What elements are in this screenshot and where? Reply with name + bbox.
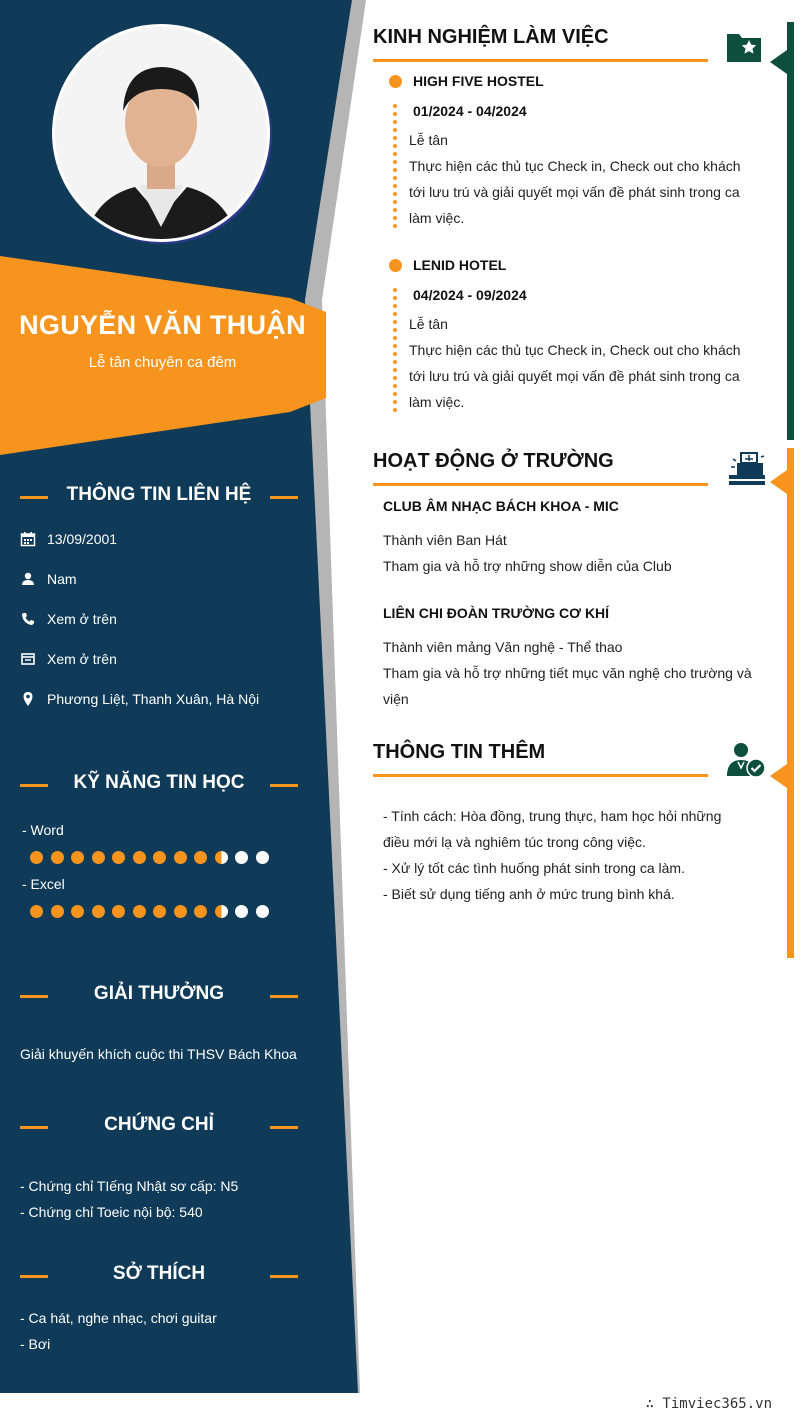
rating-dot	[92, 905, 105, 918]
hobbies-heading: SỞ THÍCH	[20, 1261, 298, 1291]
location-pin-icon	[20, 691, 36, 707]
activity-description: Tham gia và hỗ trợ những tiết mục văn nghệ cho trường và viện	[383, 665, 752, 707]
activity-role: Thành viên mảng Văn nghệ - Thể thao	[383, 639, 623, 655]
award-item: Giải khuyến khích cuộc thi THSV Bách Khoa	[20, 1046, 297, 1062]
certificate-item: - Chứng chỉ Toeic nội bộ: 540	[20, 1204, 203, 1220]
job-company: LENID HOTEL	[413, 257, 507, 273]
brand-name: Timviec365.vn	[662, 1396, 772, 1412]
user-icon	[20, 571, 36, 587]
rating-dot	[153, 905, 166, 918]
rating-dot	[256, 905, 269, 918]
additional-info-line: - Tính cách: Hòa đồng, trung thực, ham học hỏi những điều mới lạ và nghiêm túc trong công việc.	[383, 808, 722, 850]
activity-details	[383, 634, 763, 712]
activities-heading: HOẠT ĐỘNG Ở TRƯỜNG	[373, 450, 708, 486]
activity-details	[383, 527, 763, 579]
rating-dot	[51, 905, 64, 918]
avatar-portrait-icon	[55, 27, 267, 239]
activity-org: CLUB ÂM NHẠC BÁCH KHOA - MIC	[383, 498, 619, 514]
timeline-bullet	[389, 259, 402, 272]
rating-dot	[235, 851, 248, 864]
rating-dot	[133, 851, 146, 864]
phone-icon	[20, 611, 36, 627]
rating-dot	[112, 905, 125, 918]
timeline-dots	[393, 288, 397, 416]
skill-excel-label: - Excel	[22, 876, 65, 892]
footer-brand[interactable]	[646, 1396, 772, 1412]
activity-org: LIÊN CHI ĐOÀN TRƯỜNG CƠ KHÍ	[383, 605, 610, 621]
additional-info-line: - Xử lý tốt các tình huống phát sinh trong ca làm.	[383, 860, 685, 876]
rating-dot	[194, 851, 207, 864]
contact-heading: THÔNG TIN LIÊN HỆ	[20, 482, 298, 512]
rating-dot	[92, 851, 105, 864]
rating-dot	[30, 905, 43, 918]
rating-dot	[71, 905, 84, 918]
candidate-name: NGUYỄN VĂN THUẬN	[19, 310, 306, 340]
awards-heading: GIẢI THƯỞNG	[20, 981, 298, 1011]
certificate-item: - Chứng chỉ TIếng Nhật sơ cấp: N5	[20, 1178, 239, 1194]
rating-dot	[215, 851, 228, 864]
job-company: HIGH FIVE HOSTEL	[413, 73, 544, 89]
hobby-item: - Ca hát, nghe nhạc, chơi guitar	[20, 1310, 217, 1326]
hobby-item: - Bơi	[20, 1336, 51, 1352]
job-position: Lễ tân	[409, 316, 448, 332]
experience-heading: KINH NGHIỆM LÀM VIỆC	[373, 26, 708, 62]
rating-dot	[30, 851, 43, 864]
rating-dot	[112, 851, 125, 864]
job-period: 01/2024 - 04/2024	[413, 103, 527, 119]
calendar-icon	[20, 531, 36, 547]
additional-info-body	[383, 803, 733, 907]
activity-description: Tham gia và hỗ trợ những show diễn của Club	[383, 558, 672, 574]
job-details	[409, 127, 759, 231]
timeline-bullet	[389, 75, 402, 88]
additional-info-line: - Biết sử dụng tiếng anh ở mức trung bình khá.	[383, 886, 675, 902]
skill-word-label: - Word	[22, 822, 64, 838]
brand-logo-icon: ∴	[645, 1396, 663, 1412]
rating-dot	[194, 905, 207, 918]
rating-dot	[133, 905, 146, 918]
rating-dot	[215, 905, 228, 918]
candidate-role: Lễ tân chuyên ca đêm	[88, 354, 237, 371]
skills-heading: KỸ NĂNG TIN HỌC	[20, 770, 298, 800]
job-position: Lễ tân	[409, 132, 448, 148]
activity-role: Thành viên Ban Hát	[383, 532, 507, 548]
job-description: Thực hiện các thủ tục Check in, Check out cho khách tới lưu trú và giải quyết mọi vấn đề phát sinh trong ca làm việc.	[409, 158, 741, 226]
job-description: Thực hiện các thủ tục Check in, Check out cho khách tới lưu trú và giải quyết mọi vấn đề phát sinh trong ca làm việc.	[409, 342, 741, 410]
rating-dot	[153, 851, 166, 864]
user-check-icon	[726, 740, 766, 780]
profile-photo	[52, 24, 270, 242]
rating-dot	[174, 905, 187, 918]
additional-info-heading: THÔNG TIN THÊM	[373, 741, 708, 777]
rating-dot	[71, 851, 84, 864]
rating-dot	[256, 851, 269, 864]
certificates-heading: CHỨNG CHỈ	[20, 1112, 298, 1142]
email-icon	[20, 651, 36, 667]
job-details	[409, 311, 759, 415]
rating-dot	[174, 851, 187, 864]
school-podium-icon	[727, 449, 767, 489]
briefcase-star-icon	[724, 26, 764, 66]
rating-dot	[51, 851, 64, 864]
rating-dot	[235, 905, 248, 918]
job-period: 04/2024 - 09/2024	[413, 287, 527, 303]
timeline-dots	[393, 104, 397, 232]
